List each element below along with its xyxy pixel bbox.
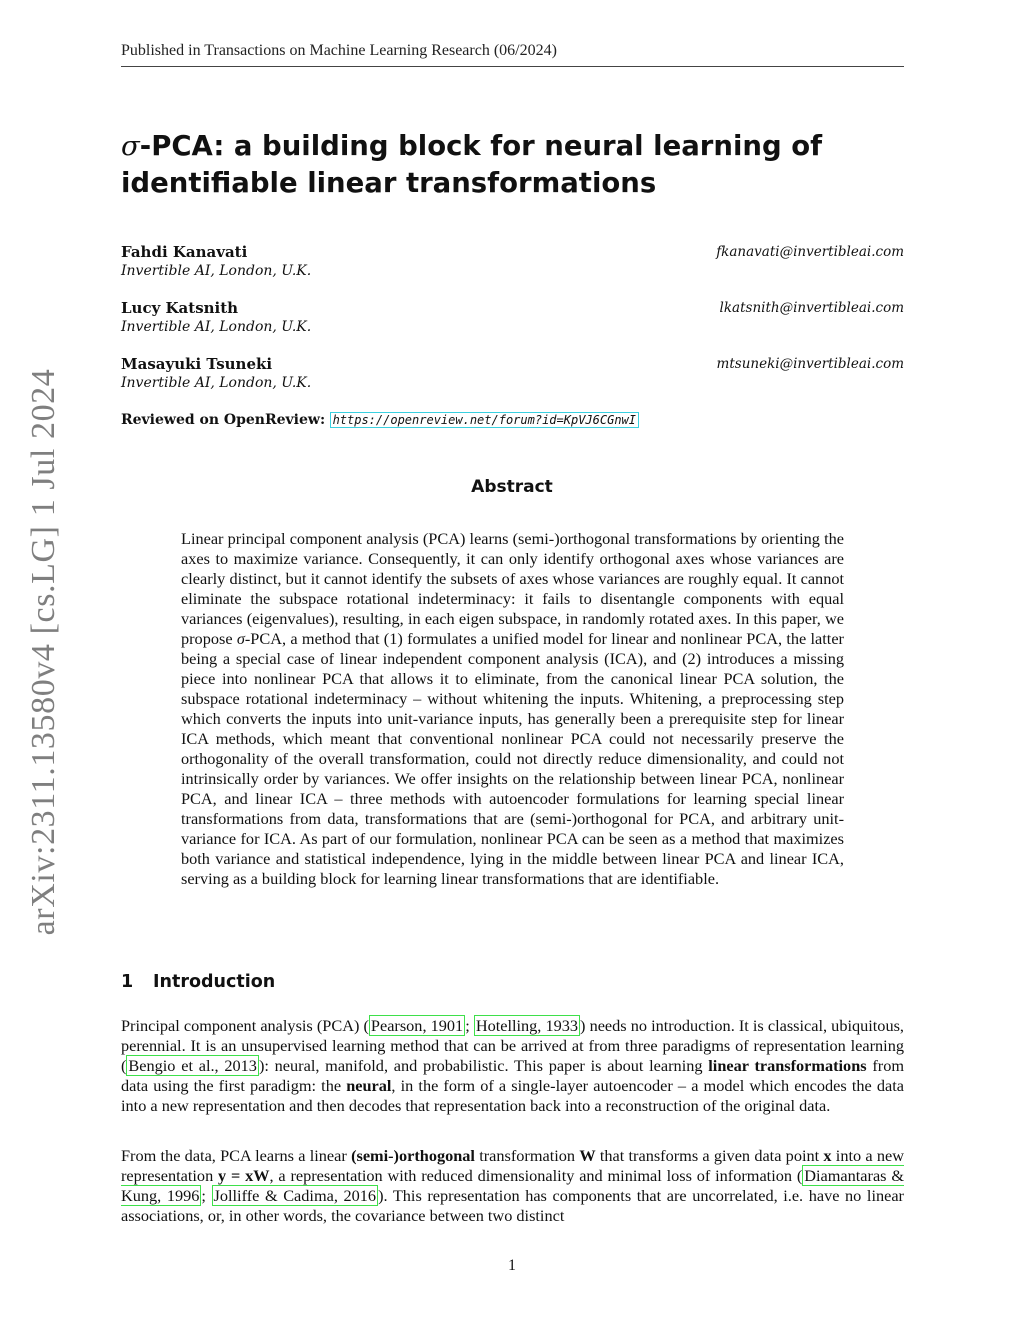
bold-term: x bbox=[823, 1146, 832, 1165]
bold-term: (semi-)orthogonal bbox=[351, 1146, 475, 1165]
arxiv-stamp: arXiv:2311.13580v4 [cs.LG] 1 Jul 2024 bbox=[25, 368, 62, 936]
author-email[interactable]: lkatsnith@invertibleai.com bbox=[719, 300, 904, 316]
para-text: , a representation with reduced dimensionality and minimal loss of information ( bbox=[269, 1166, 803, 1185]
openreview-link[interactable]: https://openreview.net/forum?id=KpVJ6CGnwI bbox=[330, 412, 639, 428]
para-text: into a new representation bbox=[121, 1146, 904, 1185]
para-text: , in the form of a single-layer autoencoder – a model which encodes the data into a new representation and then decodes that representation back into a reconstruction of the original data. bbox=[121, 1076, 904, 1115]
abstract-body bbox=[181, 529, 844, 889]
para-text: ) needs no introduction. It is classical, ubiquitous, perennial. It is an unsupervised learning method that can be arrived at from three paradigms of representation learning ( bbox=[121, 1016, 904, 1075]
para-text: From the data, PCA learns a linear bbox=[121, 1146, 352, 1165]
section-number: 1 bbox=[121, 972, 134, 992]
abstract-text-part1: Linear principal component analysis (PCA) learns (semi-)orthogonal transformations by orienting the axes to maximize variance. Consequently, it can only identify orthogonal axes whose variances are clearly distinct, but it cannot identify the subsets of axes whose variances are roughly equal. It cannot eliminate the subspace rotational indeterminacy: it fails to disentangle components with equal variances (eigenvalues), resulting, in each eigen subspace, in randomly rotated axes. In this paper, we propose bbox=[181, 529, 844, 648]
author-name: Masayuki Tsuneki bbox=[121, 355, 273, 373]
citation-link[interactable]: Jolliffe & Cadima, 2016 bbox=[213, 1186, 377, 1205]
abstract-sigma-symbol: σ bbox=[236, 629, 245, 648]
author-name: Fahdi Kanavati bbox=[121, 243, 248, 261]
author-affiliation: Invertible AI, London, U.K. bbox=[121, 375, 312, 391]
citation-link[interactable]: Bengio et al., 2013 bbox=[128, 1056, 257, 1075]
para-text: ): neural, manifold, and probabilistic. This paper is about learning bbox=[258, 1056, 709, 1075]
author-affiliation: Invertible AI, London, U.K. bbox=[121, 319, 312, 335]
journal-header: Published in Transactions on Machine Learning Research (06/2024) bbox=[121, 42, 904, 67]
abstract-text-part2: -PCA, a method that (1) formulates a unified model for linear and nonlinear PCA, the latter being a special case of linear independent component analysis (ICA), and (2) introduces a missing piece into nonlinear PCA that allows it to eliminate, from the canonical linear PCA solution, the subspace rotational indeterminacy – without whitening the inputs. Whitening, a preprocessing step which converts the inputs into unit-variance inputs, has generally been a prerequisite step for linear ICA methods, which meant that conventional nonlinear PCA could not necessarily preserve the orthogonality of the overall transformation, could not directly reduce dimensionality, and could not intrinsically order by variances. We offer insights on the relationship between linear PCA, nonlinear PCA, and linear ICA – three methods with autoencoder formulations for learning special linear transformations from data, transformations that are (semi-)orthogonal for PCA, and arbitrary unit-variance for ICA. As part of our formulation, nonlinear PCA can be seen as a method that maximizes both variance and statistical independence, lying in the middle between linear PCA and linear ICA, serving as a building block for learning linear transformations that are identifiable. bbox=[181, 629, 844, 888]
intro-paragraph-2 bbox=[121, 1146, 904, 1226]
bold-term: linear transformations bbox=[708, 1056, 867, 1075]
review-label: Reviewed on OpenReview: bbox=[121, 412, 326, 428]
section-heading bbox=[121, 972, 275, 992]
bold-term: neural bbox=[346, 1076, 392, 1095]
para-text: ; bbox=[201, 1186, 212, 1205]
para-text: ; bbox=[465, 1016, 474, 1035]
section-title: Introduction bbox=[153, 972, 276, 992]
title-text: -PCA: a building block for neural learning of identifiable linear transformations bbox=[121, 130, 823, 199]
citation-link[interactable]: Hotelling, 1933 bbox=[475, 1016, 579, 1035]
title-sigma-symbol: σ bbox=[121, 130, 140, 162]
para-text: transformation bbox=[474, 1146, 580, 1165]
author-block-1 bbox=[121, 243, 904, 281]
para-text: from data using the first paradigm: the bbox=[121, 1056, 905, 1095]
page-number: 1 bbox=[508, 1257, 516, 1274]
citation-link[interactable]: Diamantaras & Kung, 1996 bbox=[121, 1166, 905, 1205]
author-block-3 bbox=[121, 355, 904, 393]
author-block-2 bbox=[121, 299, 904, 337]
bold-term: y = xW bbox=[218, 1166, 270, 1185]
author-email[interactable]: mtsuneki@invertibleai.com bbox=[716, 356, 904, 372]
bold-term: W bbox=[579, 1146, 596, 1165]
para-text: that transforms a given data point bbox=[595, 1146, 824, 1165]
author-name: Lucy Katsnith bbox=[121, 299, 239, 317]
abstract-heading: Abstract bbox=[471, 477, 553, 497]
para-text: Principal component analysis (PCA) ( bbox=[121, 1016, 369, 1035]
paper-title bbox=[121, 128, 911, 202]
author-affiliation: Invertible AI, London, U.K. bbox=[121, 263, 312, 279]
review-line bbox=[121, 411, 639, 430]
citation-link[interactable]: Pearson, 1901 bbox=[370, 1016, 464, 1035]
intro-paragraph-1 bbox=[121, 1016, 904, 1116]
author-email[interactable]: fkanavati@invertibleai.com bbox=[716, 244, 904, 260]
para-text: ). This representation has components that are uncorrelated, i.e. have no linear associations, or, in other words, the covariance between two distinct bbox=[121, 1186, 904, 1225]
